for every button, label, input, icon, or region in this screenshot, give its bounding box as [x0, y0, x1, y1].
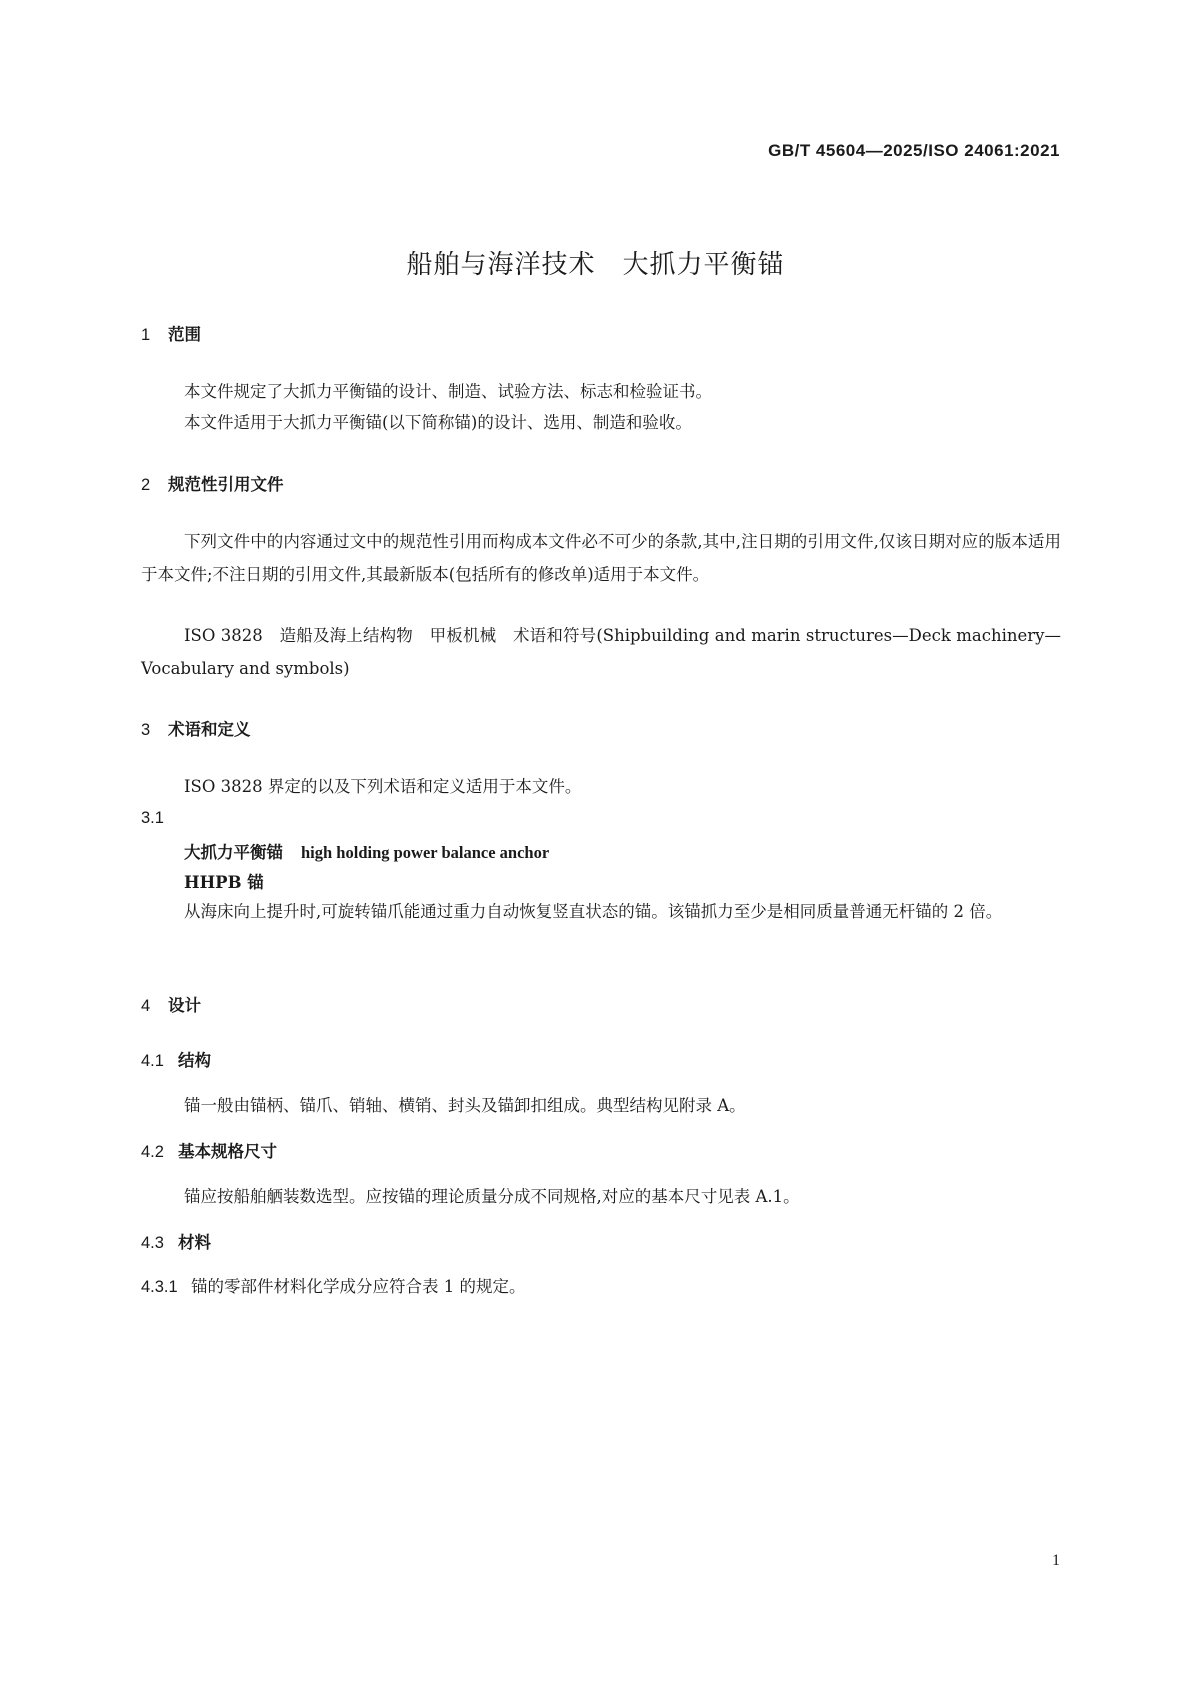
section-4-1-heading [141, 1047, 211, 1071]
section-title: 规范性引用文件 [168, 475, 284, 494]
page-number: 1 [1052, 1552, 1060, 1569]
section-number: 1 [141, 326, 151, 344]
clause-text: 锚的零部件材料化学成分应符合表 1 的规定。 [191, 1277, 526, 1296]
section-title: 范围 [168, 325, 201, 344]
section-title: 术语和定义 [168, 720, 251, 739]
section-1-heading [141, 321, 201, 345]
paragraph: 本文件适用于大抓力平衡锚(以下简称锚)的设计、选用、制造和验收。 [184, 413, 692, 432]
paragraph: 下列文件中的内容通过文中的规范性引用而构成本文件必不可少的条款,其中,注日期的引用文件,仅该日期对应的版本适用于本文件;不注日期的引用文件,其最新版本(包括所有的修改单)适用于本文件。 [141, 532, 1061, 584]
section-4-3-heading [141, 1229, 211, 1253]
section-2-heading [141, 471, 284, 495]
section-4-2-heading [141, 1138, 277, 1162]
paragraph: 锚一般由锚柄、锚爪、销轴、横销、封头及锚卸扣组成。典型结构见附录 A。 [184, 1096, 746, 1115]
term-name [184, 839, 549, 863]
section-number: 4.3 [141, 1234, 164, 1252]
clause-4-3-1 [141, 1273, 526, 1297]
section-number: 4.2 [141, 1143, 164, 1161]
section-3-heading [141, 716, 251, 740]
term-abbreviation: HHPB 锚 [184, 873, 264, 892]
section-title: 设计 [168, 996, 201, 1015]
section-number: 4.1 [141, 1052, 164, 1070]
term-number: 3.1 [141, 809, 164, 827]
standard-code: GB/T 45604—2025/ISO 24061:2021 [768, 141, 1060, 160]
normative-reference: ISO 3828 造船及海上结构物 甲板机械 术语和符号(Shipbuilding and marin structures—Deck machinery—Vocabulary and symbols) [141, 626, 1061, 678]
section-title: 结构 [178, 1051, 211, 1070]
section-title: 基本规格尺寸 [178, 1142, 277, 1161]
document-title: 船舶与海洋技术 大抓力平衡锚 [406, 250, 785, 280]
section-number: 4.3.1 [141, 1278, 178, 1296]
term-definition: 从海床向上提升时,可旋转锚爪能通过重力自动恢复竖直状态的锚。该锚抓力至少是相同质量普通无杆锚的 2 倍。 [184, 902, 1003, 921]
section-4-heading [141, 992, 201, 1016]
section-title: 材料 [178, 1233, 211, 1252]
section-number: 3 [141, 721, 151, 739]
paragraph: 锚应按船舶舾装数选型。应按锚的理论质量分成不同规格,对应的基本尺寸见表 A.1。 [184, 1187, 800, 1206]
paragraph: 本文件规定了大抓力平衡锚的设计、制造、试验方法、标志和检验证书。 [184, 382, 712, 401]
paragraph: ISO 3828 界定的以及下列术语和定义适用于本文件。 [184, 777, 582, 796]
section-number: 2 [141, 476, 151, 494]
section-number: 4 [141, 997, 151, 1015]
term-name-chinese: 大抓力平衡锚 [184, 843, 283, 862]
term-name-english: high holding power balance anchor [301, 843, 550, 862]
